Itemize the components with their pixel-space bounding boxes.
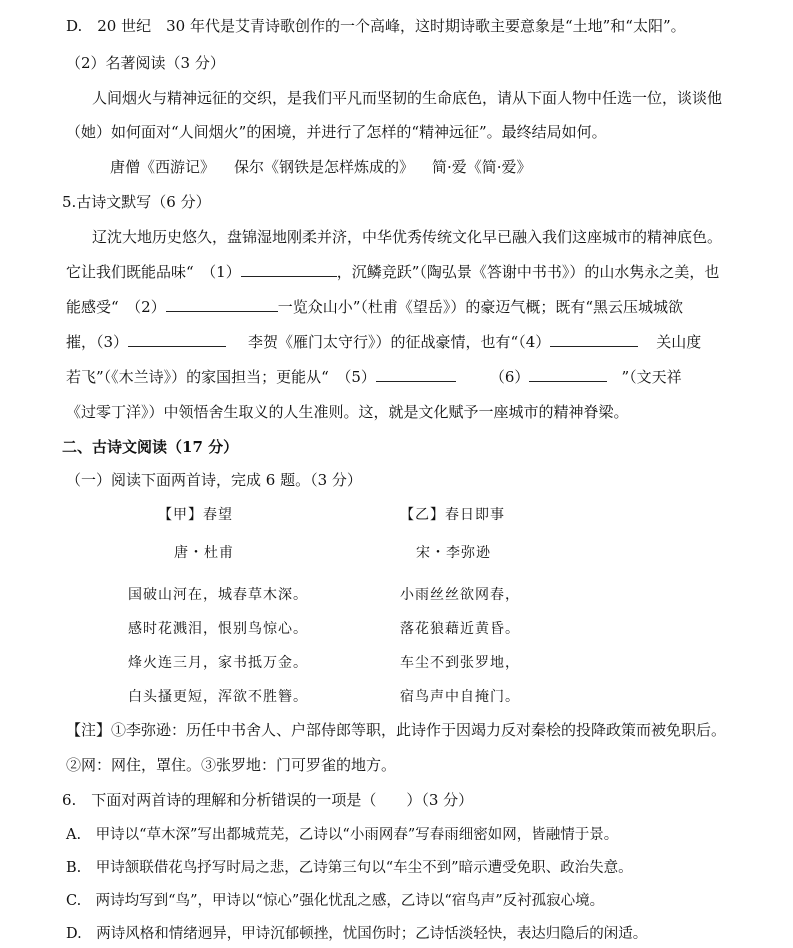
dictation-line5-c: ”（文天祥 bbox=[621, 368, 682, 386]
poem-yi-title: 【乙】春日即事 bbox=[400, 507, 505, 523]
dictation-line2-b: ，沉鳞竞跃”（陶弘景《答谢中书书》）的山水隽永之美，也 bbox=[336, 263, 720, 281]
dictation-line3-b: 一览众山小”（杜甫《望岳》）的豪迈气概；既有“黑云压城城欲 bbox=[277, 298, 684, 316]
dictation-line3-a: 能感受“ （2） bbox=[66, 298, 166, 316]
dictation-line2-a: 它让我们既能品味“ （1） bbox=[66, 263, 241, 281]
dictation-line4-a: 摧，（3） bbox=[66, 333, 129, 351]
blank-6[interactable] bbox=[529, 367, 607, 382]
blank-2[interactable] bbox=[166, 297, 278, 312]
blank-3[interactable] bbox=[128, 332, 226, 347]
dictation-line5-b: （6） bbox=[489, 368, 530, 386]
poem-yi-line3: 车尘不到张罗地， bbox=[400, 655, 520, 671]
notes-line2: ②网：网住，罩住。③张罗地：门可罗雀的地方。 bbox=[66, 756, 397, 774]
notes-line1: 【注】①李弥逊：历任中书舍人、户部侍郎等职，此诗作于因竭力反对秦桧的投降政策而被免职后。 bbox=[66, 721, 727, 739]
character-option-3: 简·爱《简·爱》 bbox=[432, 158, 532, 176]
dictation-line2 bbox=[66, 262, 719, 282]
character-option-2: 保尔《钢铁是怎样炼成的》 bbox=[234, 158, 415, 176]
q6-stem: 6. 下面对两首诗的理解和分析错误的一项是（ ）（3 分） bbox=[62, 791, 474, 809]
blank-5[interactable] bbox=[376, 367, 456, 382]
poem-jia-line3: 烽火连三月，家书抵万金。 bbox=[128, 655, 308, 671]
poem-yi-line1: 小雨丝丝欲网春， bbox=[400, 587, 520, 603]
dictation-line1: 辽沈大地历史悠久，盘锦湿地刚柔并济，中华优秀传统文化早已融入我们这座城市的精神底色。 bbox=[92, 228, 723, 246]
section2-subheading: （一）阅读下面两首诗，完成 6 题。（3 分） bbox=[66, 471, 362, 489]
q4-option-d: D. 20 世纪 30 年代是艾青诗歌创作的一个高峰，这时期诗歌主要意象是“土地”和“太阳”。 bbox=[66, 17, 686, 35]
q6-option-a[interactable]: A. 甲诗以“草木深”写出都城荒芜，乙诗以“小雨网春”写春雨细密如网，皆融情于景。 bbox=[66, 827, 619, 843]
dictation-line4-c: 关山度 bbox=[656, 333, 702, 351]
poem-jia-line1: 国破山河在，城春草木深。 bbox=[128, 587, 308, 603]
reading-prompt-line1: 人间烟火与精神远征的交织，是我们平凡而坚韧的生命底色，请从下面人物中任选一位，谈谈他 bbox=[92, 89, 723, 107]
dictation-heading: 5.古诗文默写（6 分） bbox=[62, 193, 211, 211]
poem-jia-line2: 感时花溅泪，恨别鸟惊心。 bbox=[128, 621, 308, 637]
dictation-line4-b: 李贺《雁门太守行》）的征战豪情，也有“（4） bbox=[248, 333, 551, 351]
dictation-line5-a: 若飞”（《木兰诗》）的家国担当；更能从“ （5） bbox=[66, 368, 376, 386]
q6-option-c[interactable]: C. 两诗均写到“鸟”，甲诗以“惊心”强化忧乱之感，乙诗以“宿鸟声”反衬孤寂心境。 bbox=[66, 893, 605, 909]
reading-prompt-line2: （她）如何面对“人间烟火”的困境，并进行了怎样的“精神远征”。最终结局如何。 bbox=[66, 123, 607, 141]
poem-yi-author: 宋・李弥逊 bbox=[416, 545, 491, 561]
section2-heading: 二、古诗文阅读（17 分） bbox=[62, 438, 239, 456]
reading-heading: （2）名著阅读（3 分） bbox=[66, 54, 225, 72]
q6-option-b[interactable]: B. 甲诗颔联借花鸟抒写时局之悲，乙诗第三句以“车尘不到”暗示遭受免职、政治失意。 bbox=[66, 860, 633, 876]
dictation-line4 bbox=[66, 332, 701, 352]
poem-jia bbox=[128, 500, 358, 710]
blank-4[interactable] bbox=[550, 332, 638, 347]
dictation-line5 bbox=[66, 367, 682, 387]
blank-1[interactable] bbox=[241, 262, 337, 277]
poem-jia-author: 唐・杜甫 bbox=[174, 545, 234, 561]
poem-jia-title: 【甲】春望 bbox=[158, 507, 233, 523]
dictation-line6: 《过零丁洋》）中领悟舍生取义的人生准则。这，就是文化赋予一座城市的精神脊梁。 bbox=[66, 403, 629, 421]
poem-yi-line2: 落花狼藉近黄昏。 bbox=[400, 621, 520, 637]
q6-option-d[interactable]: D. 两诗风格和情绪迥异，甲诗沉郁顿挫，忧国伤时；乙诗恬淡轻快，表达归隐后的闲适。 bbox=[66, 926, 648, 942]
poem-yi-line4: 宿鸟声中自掩门。 bbox=[400, 689, 520, 705]
dictation-line3 bbox=[66, 297, 683, 317]
poem-jia-line4: 白头搔更短，浑欲不胜簪。 bbox=[128, 689, 308, 705]
poem-yi bbox=[400, 500, 600, 710]
character-option-1: 唐僧《西游记》 bbox=[110, 158, 216, 176]
